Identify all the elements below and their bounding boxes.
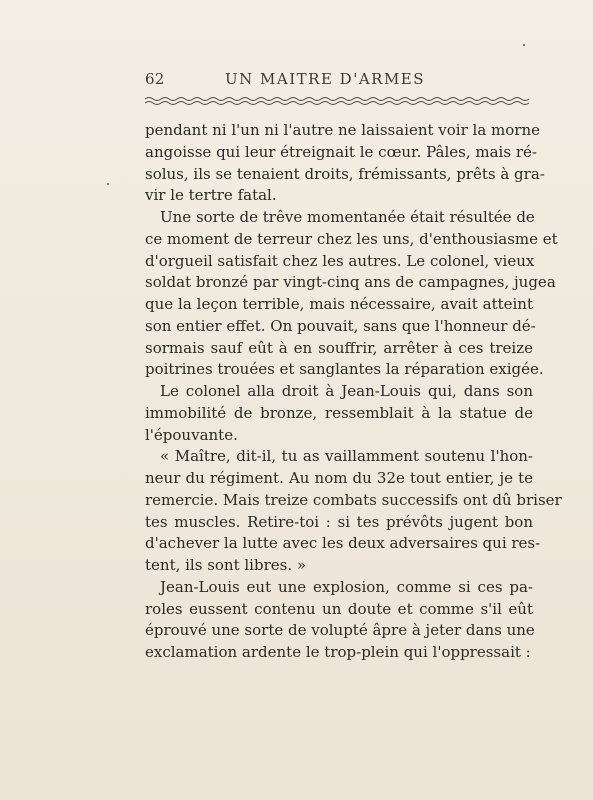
paper-speck — [523, 44, 525, 46]
text-line: immobilité de bronze, ressemblait à la statue de — [145, 403, 533, 422]
text-line: que la leçon terrible, mais nécessaire, avait atteint — [145, 295, 533, 313]
text-line: Jean-Louis eut une explosion, comme si ces pa- — [160, 577, 533, 596]
text-line: tent, ils sont libres. » — [145, 556, 307, 574]
text-line: vir le tertre fatal. — [145, 186, 277, 205]
text-line: poitrines trouées et sanglantes la réparation exigée. — [145, 360, 544, 379]
text-line: « Maître, dit-il, tu as vaillamment soutenu l'hon- — [160, 447, 533, 466]
running-head — [145, 68, 531, 92]
text-line: solus, ils se tenaient droits, frémissants, prêts à gra- — [145, 164, 545, 183]
text-line: tes muscles. Retire-toi : si tes prévôts jugent bon — [145, 512, 533, 531]
wavy-rule-ornament — [145, 96, 531, 106]
text-line: angoisse qui leur étreignait le cœur. Pâles, mais ré- — [145, 142, 537, 161]
paper-speck — [107, 183, 109, 185]
text-line: Le colonel alla droit à Jean-Louis qui, dans son — [160, 382, 533, 400]
text-line: exclamation ardente le trop-plein qui l'oppressait : — [145, 643, 531, 661]
text-line: d'achever la lutte avec les deux adversaires qui res- — [145, 534, 541, 553]
text-line: sormais sauf eût à en souffrir, arrêter à ces treize — [145, 338, 533, 357]
text-line: son entier effet. On pouvait, sans que l'honneur dé- — [145, 316, 536, 335]
running-title: UN MAITRE D'ARMES — [225, 70, 426, 88]
text-line: remercie. Mais treize combats successifs ont dû briser — [145, 490, 562, 509]
body-text — [145, 120, 562, 664]
text-line: pendant ni l'un ni l'autre ne laissaient voir la morne — [145, 121, 540, 139]
text-line: ce moment de terreur chez les uns, d'enthousiasme et — [145, 229, 558, 248]
text-line: soldat bronzé par vingt-cinq ans de campagnes, jugea — [145, 273, 556, 292]
text-line: d'orgueil satisfait chez les autres. Le colonel, vieux — [145, 251, 535, 270]
text-line: roles eussent contenu un doute et comme s'il eût — [145, 599, 533, 618]
text-line: éprouvé une sorte de volupté âpre à jeter dans une — [145, 621, 535, 640]
page-number: 62 — [145, 70, 165, 88]
text-line: neur du régiment. Au nom du 32e tout entier, je te — [145, 469, 533, 487]
text-line: Une sorte de trêve momentanée était résultée de — [160, 208, 535, 226]
text-line: l'épouvante. — [145, 425, 238, 444]
